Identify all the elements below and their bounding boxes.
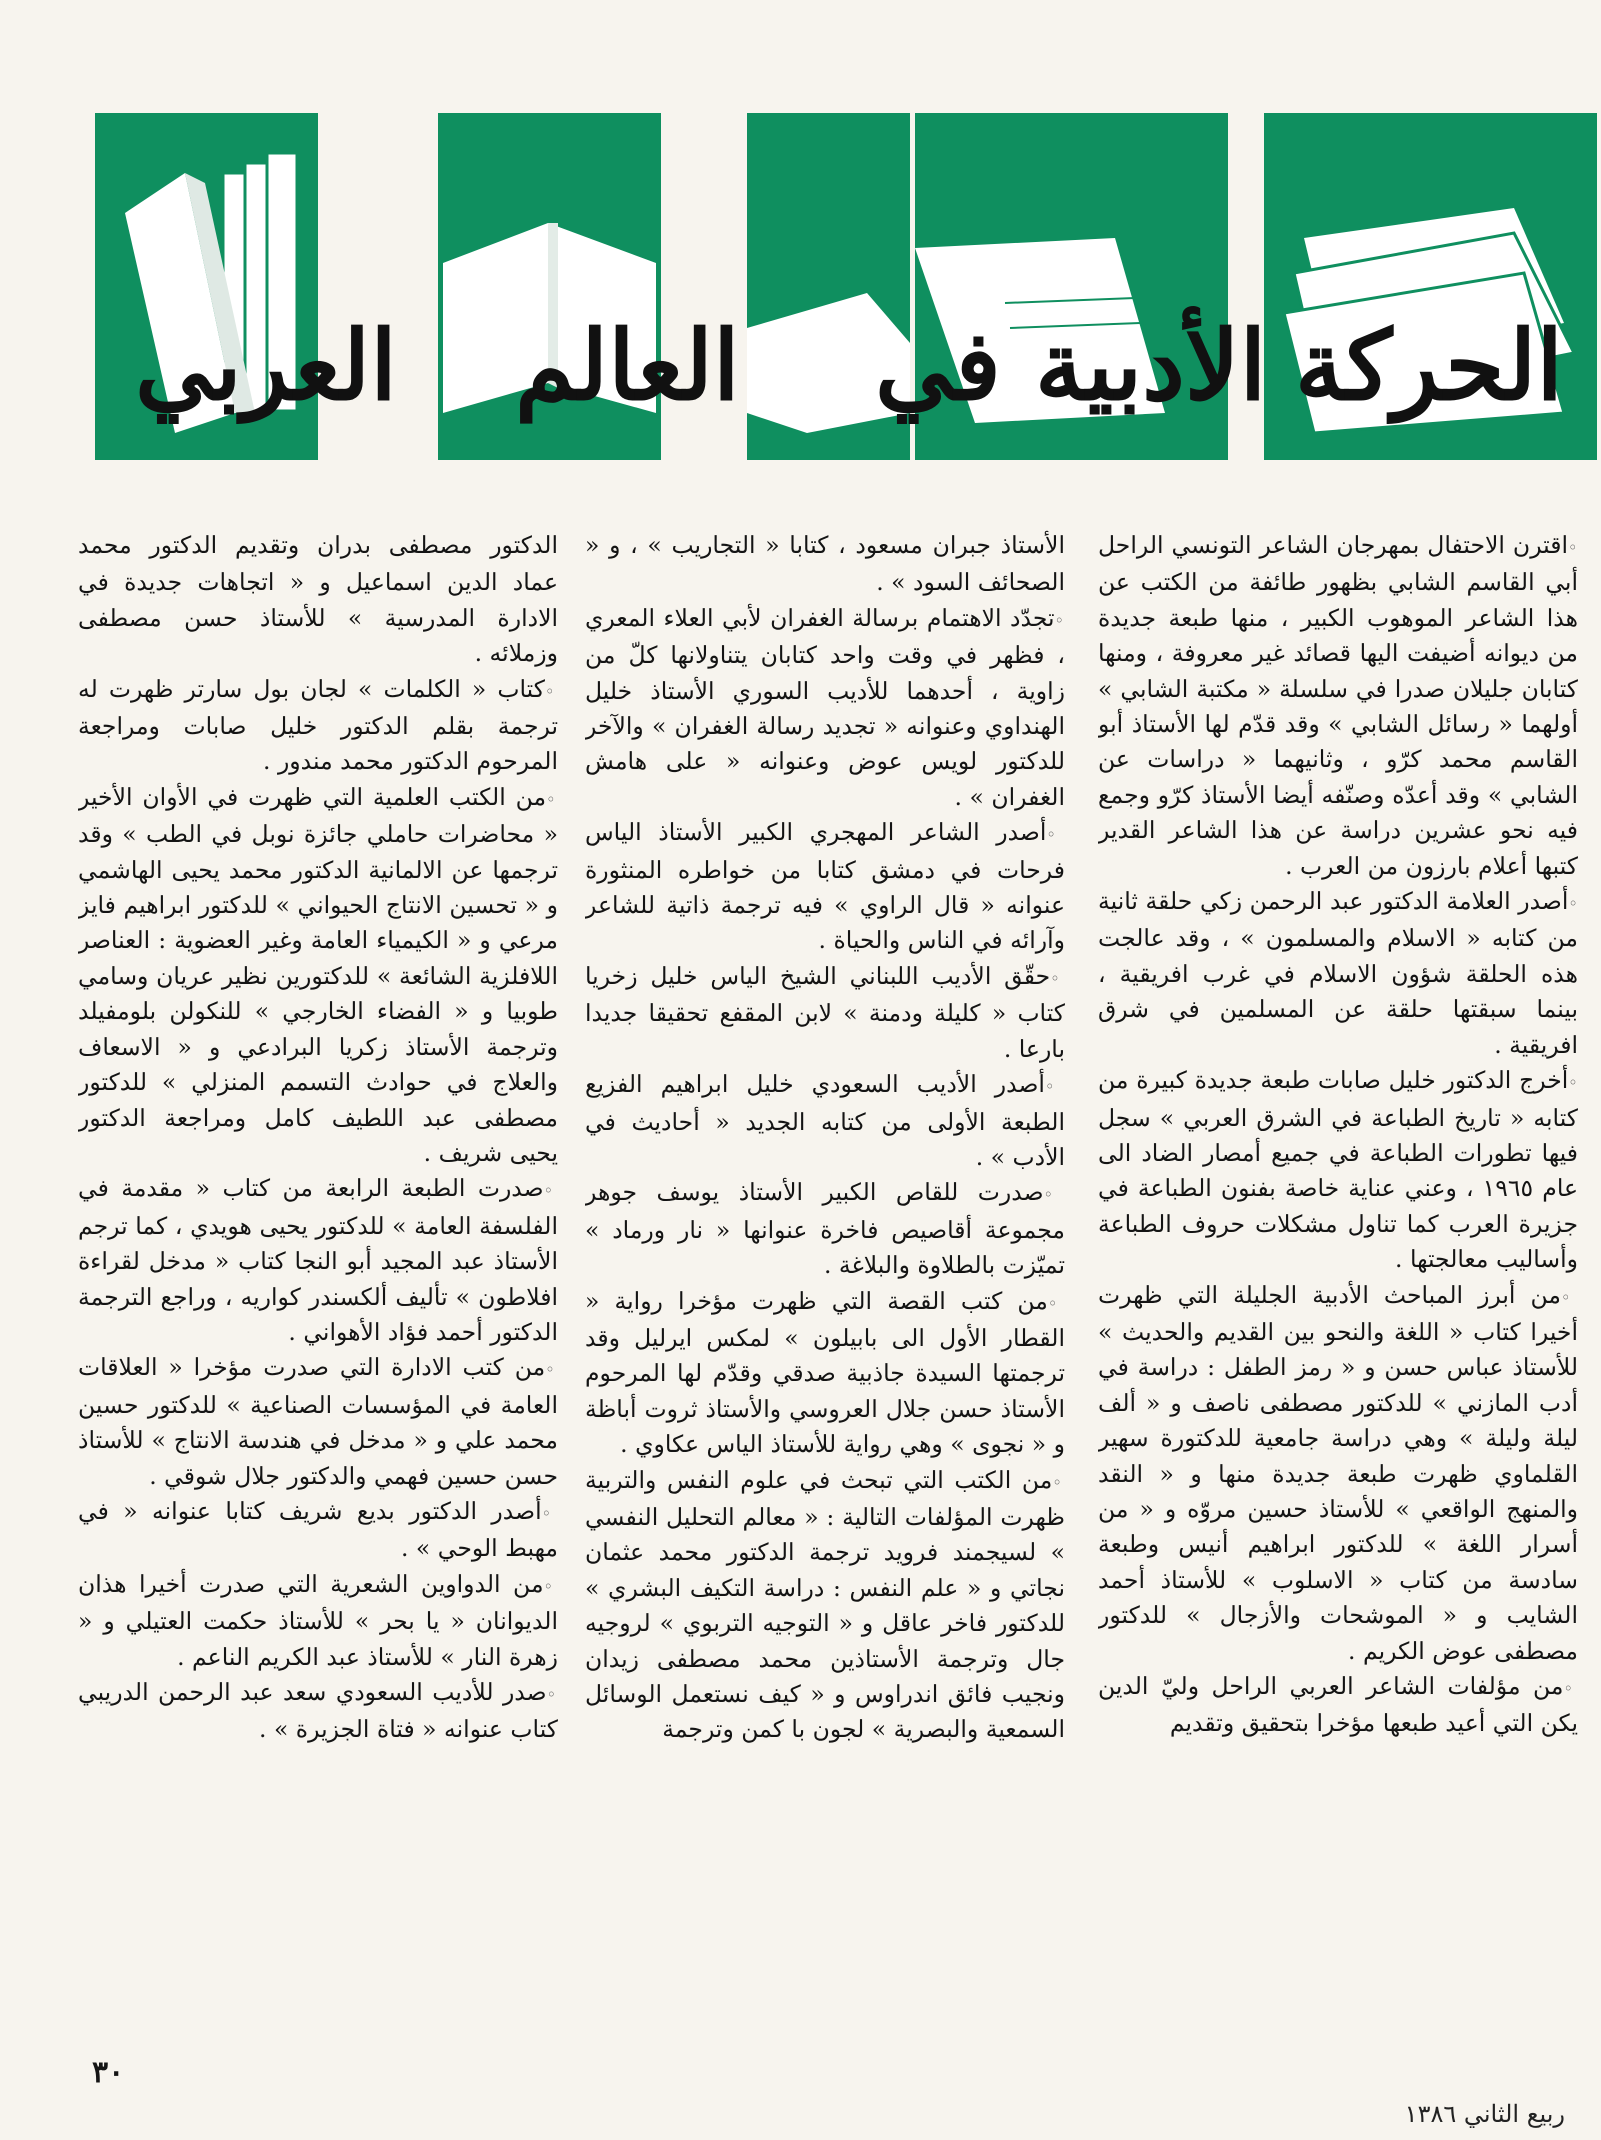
paragraph: ◦ من أبرز المباحث الأدبية الجليلة التي ظهرت أخيرا كتاب « اللغة والنحو بين القديم والحديث » للأستاذ عباس حسن و « رمز الطفل : دراسة في أدب المازني » للدكتور مصطفى ناصف و « ألف ليلة وليلة » وهي دراسة جامعية للدكتورة سهير القلماوي ظهرت طبعة جديدة منها و « النقد والمنهج الواقعي » للأستاذ حسين مروّه و « من أسرار اللغة » للدكتور ابراهيم أنيس وطبعة سادسة من كتاب « الاسلوب » للأستاذ أحمد الشايب و « الموشحات والأزجال » للدكتور مصطفى عوض الكريم . [1098, 1278, 1578, 1669]
paragraph: الأستاذ جبران مسعود ، كتابا « التجاريب » ، و « الصحائف السود » . [585, 531, 1065, 597]
paragraph: ◦ تجدّد الاهتمام برسالة الغفران لأبي العلاء المعري ، فظهر في وقت واحد كتابان يتناولانها كلّ من زاوية ، أحدهما للأديب السوري الأستاذ خليل الهنداوي وعنوانه « تجديد رسالة الغفران » والآخر للدكتور لويس عوض وعنوانه « على هامش الغفران » . [585, 601, 1065, 815]
paragraph: ◦ أصدر الشاعر المهجري الكبير الأستاذ الياس فرحات في دمشق كتابا من خواطره المنثورة عنوانه « قال الراوي » فيه ترجمة ذاتية للشاعر وآرائه في الناس والحياة . [585, 815, 1065, 959]
paragraph: ◦ أخرج الدكتور خليل صابات طبعة جديدة كبيرة من كتابه « تاريخ الطباعة في الشرق العربي » سجل فيها تطورات الطباعة في جميع أمصار الضاد الى عام ١٩٦٥ ، وعني عناية خاصة بفنون الطباعة في جزيرة العرب كما تناول مشكلات حروف الطباعة وأساليب معالجتها . [1098, 1063, 1578, 1277]
paragraph: ◦ أصدر الدكتور بديع شريف كتابا عنوانه « في مهبط الوحي » . [78, 1494, 558, 1567]
paragraph: ◦ اقترن الاحتفال بمهرجان الشاعر التونسي الراحل أبي القاسم الشابي بظهور طائفة من الكتب عن هذا الشاعر الموهوب الكبير ، منها طبعة جديدة من ديوانه أضيفت اليها قصائد غير معروفة ، ومنها كتابان جليلان صدرا في سلسلة « مكتبة الشابي » أولهما « رسائل الشابي » وقد قدّم لها الأستاذ أبو القاسم محمد كرّو ، وثانيهما « دراسات عن الشابي » وقد أعدّه وصنّفه أيضا الأستاذ كرّو وجمع فيه نحو عشرين دراسة عن هذا الشاعر القدير كتبها أعلام بارزون من العرب . [1098, 528, 1578, 884]
paragraph: ◦ أصدر الأديب السعودي خليل ابراهيم الفزيع الطبعة الأولى من كتابه الجديد « أحاديث في الأدب » . [585, 1067, 1065, 1175]
column-right [1098, 528, 1578, 2068]
title-word-1: الحركة [1295, 309, 1564, 422]
title-banner [95, 113, 1597, 460]
column-middle [585, 528, 1065, 2068]
paragraph: ◦ كتاب « الكلمات » لجان بول سارتر ظهرت له ترجمة بقلم الدكتور خليل صابات ومراجعة المرحوم الدكتور محمد مندور . [78, 672, 558, 780]
title-word-5: العربي [135, 309, 397, 422]
title-word-4: العالم [515, 309, 740, 422]
paragraph: ◦ من كتب القصة التي ظهرت مؤخرا رواية « القطار الأول الى بابيلون » لمكس ايرليل وقد ترجمتها السيدة جاذبية صدقي وقدّم لها المرحوم الأستاذ حسن جلال العروسي والأستاذ ثروت أباظة و « نجوى » وهي رواية للأستاذ الياس عكاوي . [585, 1284, 1065, 1463]
page-number: ٣٠ [92, 2055, 125, 2090]
paragraph: ◦ من الكتب التي تبحث في علوم النفس والتربية ظهرت المؤلفات التالية : « معالم التحليل النفسي » لسيجمند فرويد ترجمة الدكتور محمد عثمان نجاتي و « علم النفس : دراسة التكيف البشري » للدكتور فاخر عاقل و « التوجيه التربوي » لروجيه جال وترجمة الأستاذين محمد مصطفى زيدان ونجيب فائق اندراوس و « كيف نستعمل الوسائل السمعية والبصرية » لجون با كمن وترجمة [585, 1463, 1065, 1748]
paragraph: ◦ صدر للأديب السعودي سعد عبد الرحمن الدريبي كتاب عنوانه « فتاة الجزيرة » . [78, 1675, 558, 1748]
paragraph: ◦ من الكتب العلمية التي ظهرت في الأوان الأخير « محاضرات حاملي جائزة نوبل في الطب » وقد ترجمها عن الالمانية الدكتور محمد يحيى الهاشمي و « تحسين الانتاج الحيواني » للدكتور ابراهيم فايز مرعي و « الكيمياء العامة وغير العضوية : العناصر اللافلزية الشائعة » للدكتورين نظير عريان وسامي طوبيا و « الفضاء الخارجي » للنكولن بلومفيلد وترجمة الأستاذ زكريا البرادعي و « الاسعاف والعلاج في حوادث التسمم المنزلي » للدكتور مصطفى عبد اللطيف كامل ومراجعة الدكتور يحيى شريف . [78, 780, 558, 1171]
paragraph: ◦ صدرت الطبعة الرابعة من كتاب « مقدمة في الفلسفة العامة » للدكتور يحيى هويدي ، كما ترجم الأستاذ عبد المجيد أبو النجا كتاب « مدخل لقراءة افلاطون » تأليف ألكسندر كواريه ، وراجع الترجمة الدكتور أحمد فؤاد الأهواني . [78, 1171, 558, 1350]
title-word-2: الأدبية [1035, 309, 1267, 422]
title-word-3: في [875, 309, 1001, 422]
paragraph: ◦ من كتب الادارة التي صدرت مؤخرا « العلاقات العامة في المؤسسات الصناعية » للدكتور حسين محمد علي و « مدخل في هندسة الانتاج » للأستاذ حسن حسين فهمي والدكتور جلال شوقي . [78, 1350, 558, 1494]
paragraph: ◦ أصدر العلامة الدكتور عبد الرحمن زكي حلقة ثانية من كتابه « الاسلام والمسلمون » ، وقد عالجت هذه الحلقة شؤون الاسلام في غرب افريقية ، بينما سبقتها حلقة عن المسلمين في شرق افريقية . [1098, 884, 1578, 1063]
footer-date: ربيع الثاني ١٣٨٦ [1404, 2100, 1565, 2128]
paragraph: ◦ من الدواوين الشعرية التي صدرت أخيرا هذان الديوانان « يا بحر » للأستاذ حكمت العتيلي و « زهرة النار » للأستاذ عبد الكريم الناعم . [78, 1567, 558, 1675]
paragraph: الدكتور مصطفى بدران وتقديم الدكتور محمد عماد الدين اسماعيل و « اتجاهات جديدة في الادارة المدرسية » للأستاذ حسن مصطفى وزملائه . [78, 531, 558, 668]
paragraph: ◦ حقّق الأديب اللبناني الشيخ الياس خليل زخريا كتاب « كليلة ودمنة » لابن المقفع تحقيقا جديدا بارعا . [585, 959, 1065, 1067]
paragraph: ◦ صدرت للقاص الكبير الأستاذ يوسف جوهر مجموعة أقاصيص فاخرة عنوانها « نار ورماد » تميّزت بالطلاوة والبلاغة . [585, 1175, 1065, 1283]
paragraph: ◦ من مؤلفات الشاعر العربي الراحل وليّ الدين يكن التي أعيد طبعها مؤخرا بتحقيق وتقديم [1098, 1669, 1578, 1742]
column-left [78, 528, 558, 2068]
